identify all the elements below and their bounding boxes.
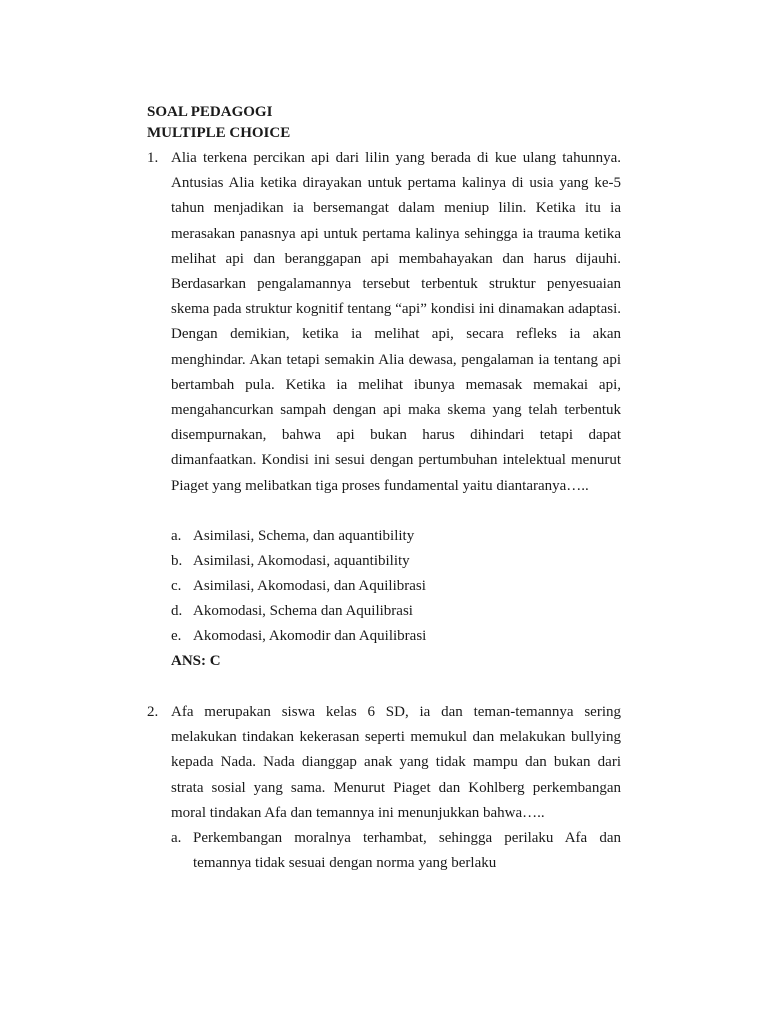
document-title: SOAL PEDAGOGI	[147, 104, 273, 120]
question-1-option-e-letter: e.	[171, 628, 182, 644]
question-1-option-b: Asimilasi, Akomodasi, aquantibility	[193, 553, 410, 569]
question-1-option-d-letter: d.	[171, 603, 183, 619]
question-1-option-a-letter: a.	[171, 528, 182, 544]
question-1-option-e: Akomodasi, Akomodir dan Aquilibrasi	[193, 628, 427, 644]
question-2-text: Afa merupakan siswa kelas 6 SD, ia dan teman-temannya sering melakukan tindakan kekerasan seperti memukul dan melakukan bullying kepada Nada. Nada dianggap anak yang tidak mampu dan bukan dari strata sosial yang sama. Menurut Piaget dan Kohlberg perkembangan moral tindakan Afa dan temannya ini menunjukkan bahwa…..	[171, 704, 621, 821]
question-1-option-b-letter: b.	[171, 553, 183, 569]
question-1-option-d: Akomodasi, Schema dan Aquilibrasi	[193, 603, 413, 619]
document-subtitle: MULTIPLE CHOICE	[147, 125, 291, 141]
question-2-number: 2.	[147, 704, 159, 720]
question-1-option-c-letter: c.	[171, 578, 182, 594]
question-1-number: 1.	[147, 150, 159, 166]
question-1-answer: ANS: C	[171, 653, 221, 669]
question-2-option-a: Perkembangan moralnya terhambat, sehingga perilaku Afa dan temannya tidak sesuai dengan norma yang berlaku	[193, 830, 621, 872]
question-1-option-c: Asimilasi, Akomodasi, dan Aquilibrasi	[193, 578, 426, 594]
question-2-option-a-letter: a.	[171, 830, 182, 846]
question-1-option-a: Asimilasi, Schema, dan aquantibility	[193, 528, 415, 544]
question-1-text: Alia terkena percikan api dari lilin yang berada di kue ulang tahunnya. Antusias Alia ketika dirayakan untuk pertama kalinya di usia yang ke-5 tahun menjadikan ia bersemangat dalam meniup lilin. Ketika itu ia merasakan panasnya api untuk pertama kalinya sehingga ia trauma ketika melihat api dan beranggapan api membahayakan dan harus dijauhi. Berdasarkan pengalamannya tersebut terbentuk struktur penyesuaian skema pada struktur kognitif tentang “api” kondisi ini dinamakan adaptasi. Dengan demikian, ketika ia melihat api, secara refleks ia akan menghindar. Akan tetapi semakin Alia dewasa, pengalaman ia tentang api bertambah pula. Ketika ia melihat ibunya memasak memakai api, mengahancurkan sampah dengan api maka skema yang telah terbentuk disempurnakan, bahwa api bukan harus dihindari tetapi dapat dimanfaatkan. Kondisi ini sesui dengan pertumbuhan intelektual menurut Piaget yang melibatkan tiga proses fundamental yaitu diantaranya…..	[171, 150, 621, 494]
